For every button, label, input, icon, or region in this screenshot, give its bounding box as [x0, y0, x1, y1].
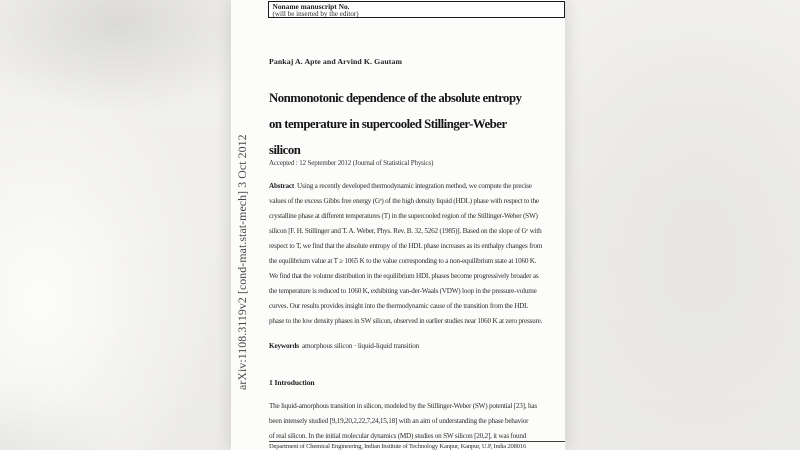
abstract-line: silicon [F. H. Stillinger and T. A. Weber, Phys. Rev. B. 32, 5262 (1985)]. Based on the slope of Gᵉ with — [269, 227, 542, 235]
abstract-line: phase to the low density phases in SW silicon, observed in earlier studies near 1060 K at zero pressure. — [269, 317, 543, 325]
introduction-line: of real silicon. In the initial molecular dynamics (MD) studies on SW silicon [20,2], it was found — [269, 432, 527, 440]
section-heading-introduction: 1 Introduction — [269, 378, 315, 387]
introduction-paragraph — [269, 399, 537, 444]
abstract-first-line — [269, 179, 567, 194]
abstract-section — [269, 179, 567, 329]
manuscript-note-line2: (will be inserted by the editor) — [272, 9, 359, 18]
abstract-line: values of the excess Gibbs free energy (Gᵉ) of the high density liquid (HDL) phase with respect to the — [269, 197, 539, 205]
footnote-rule — [269, 441, 565, 442]
keywords-text: amorphous silicon · liquid-liquid transition — [301, 342, 420, 350]
introduction-line: The liquid-amorphous transition in silicon, modeled by the Stillinger-Weber (SW) potential [23], has — [269, 402, 537, 410]
paper-title-line: Nonmonotonic dependence of the absolute entropy — [269, 91, 522, 105]
keywords-label: Keywords — [269, 342, 299, 350]
manuscript-note-line1: Noname manuscript No. — [272, 2, 350, 11]
manuscript-note-box — [268, 1, 565, 18]
abstract-text: Using a recently developed thermodynamic integration method, we compute the precise — [297, 182, 532, 190]
affiliation-footnote: Department of Chemical Engineering, Indian Institute of Technology Kanpur, Kanpur, U.P, India 208016 — [269, 443, 527, 450]
paper-page — [231, 0, 565, 450]
abstract-line: the equilibrium value at T ≥ 1065 K to the value corresponding to a non-equilibrium state at 1060 K. — [269, 257, 537, 265]
abstract-line: the temperature is reduced to 1060 K, exhibiting van-der-Waals (VDW) loop in the pressure-volume — [269, 287, 537, 295]
abstract-line: curves. Our results provides insight into the thermodynamic cause of the transition from the HDL — [269, 302, 529, 310]
abstract-label: Abstract — [269, 182, 294, 190]
introduction-line: been intensely studied [9,19,20,2,22,7,24,15,18] with an aim of understanding the phase behavior — [269, 417, 529, 425]
abstract-line: respect to T, we find that the absolute entropy of the HDL phase increases as its enthalpy changes from — [269, 242, 543, 250]
arxiv-stamp: arXiv:1108.3119v2 [cond-mat.stat-mech] 3 Oct 2012 — [235, 134, 249, 390]
paper-title-line: silicon — [269, 143, 301, 157]
paper-title — [269, 85, 521, 163]
abstract-line: crystalline phase at different temperatures (T) in the supercooled region of the Stillinger-Weber (SW) — [269, 212, 538, 220]
keywords-line — [269, 342, 419, 350]
abstract-line: We find that the volume distribution in the equilibrium HDL phases become progressively broader as — [269, 272, 539, 280]
accepted-line: Accepted : 12 September 2012 (Journal of Statistical Physics) — [269, 159, 434, 167]
authors-line: Pankaj A. Apte and Arvind K. Gautam — [269, 57, 403, 66]
paper-title-line: on temperature in supercooled Stillinger-Weber — [269, 117, 507, 131]
